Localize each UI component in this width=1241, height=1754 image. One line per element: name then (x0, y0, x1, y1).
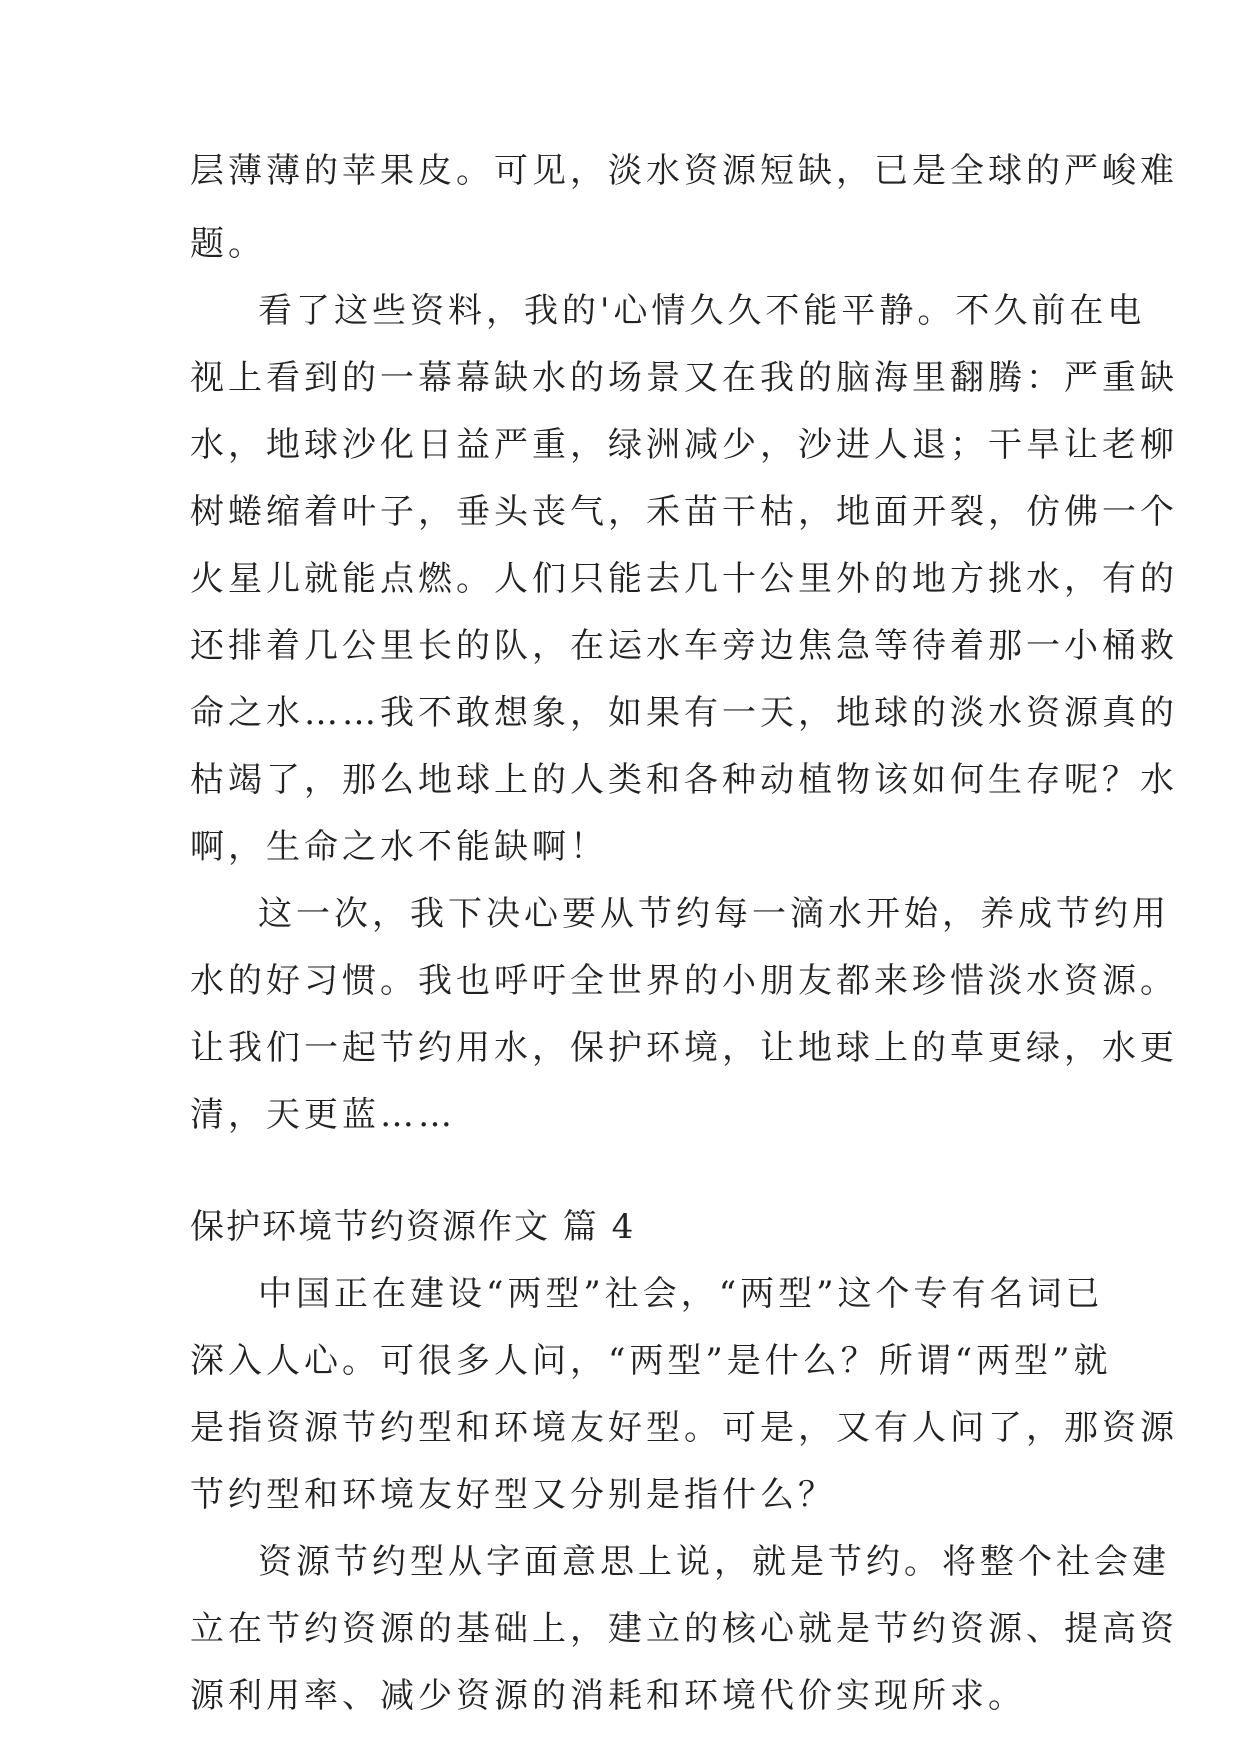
paragraph-line: 还排着几公里长的队，在运水车旁边焦急等待着那一小桶救 (190, 626, 1178, 666)
paragraph-line: 资源节约型从字面意思上说，就是节约。将整个社会建 (258, 1542, 1170, 1582)
paragraph-line: 枯竭了，那么地球上的人类和各种动植物该如何生存呢？水 (190, 760, 1178, 800)
paragraph-line: 命之水……我不敢想象，如果有一天，地球的淡水资源真的 (190, 693, 1178, 733)
paragraph-line: 层薄薄的苹果皮。可见，淡水资源短缺，已是全球的严峻难 (190, 151, 1178, 191)
paragraph-line: 题。 (190, 224, 266, 264)
paragraph-line: 水的好习惯。我也呼吁全世界的小朋友都来珍惜淡水资源。 (190, 961, 1178, 1001)
paragraph-line: 水，地球沙化日益严重，绿洲减少，沙进人退；干旱让老柳 (190, 425, 1178, 465)
paragraph-line: 源利用率、减少资源的消耗和环境代价实现所求。 (190, 1676, 1026, 1716)
paragraph-line: 看了这些资料，我的'心情久久不能平静。不久前在电 (258, 291, 1146, 331)
paragraph-line: 清，天更蓝…… (190, 1095, 456, 1135)
paragraph-line: 树蜷缩着叶子，垂头丧气，禾苗干枯，地面开裂，仿佛一个 (190, 492, 1178, 532)
paragraph-line: 立在节约资源的基础上，建立的核心就是节约资源、提高资 (190, 1609, 1178, 1649)
paragraph-line: 节约型和环境友好型又分别是指什么？ (190, 1475, 836, 1515)
paragraph-line: 这一次，我下决心要从节约每一滴水开始，养成节约用 (258, 894, 1170, 934)
paragraph-line: 中国正在建设“两型”社会，“两型”这个专有名词已 (258, 1274, 1104, 1314)
section-heading: 保护环境节约资源作文 篇 4 (190, 1207, 636, 1247)
paragraph-line: 火星儿就能点燃。人们只能去几十公里外的地方挑水，有的 (190, 559, 1178, 599)
paragraph-line: 让我们一起节约用水，保护环境，让地球上的草更绿，水更 (190, 1028, 1178, 1068)
paragraph-line: 深入人心。可很多人问，“两型”是什么？所谓“两型”就 (190, 1341, 1112, 1381)
paragraph-line: 啊，生命之水不能缺啊！ (190, 827, 608, 867)
paragraph-line: 是指资源节约型和环境友好型。可是，又有人问了，那资源 (190, 1408, 1178, 1448)
paragraph-line: 视上看到的一幕幕缺水的场景又在我的脑海里翻腾：严重缺 (190, 358, 1178, 398)
